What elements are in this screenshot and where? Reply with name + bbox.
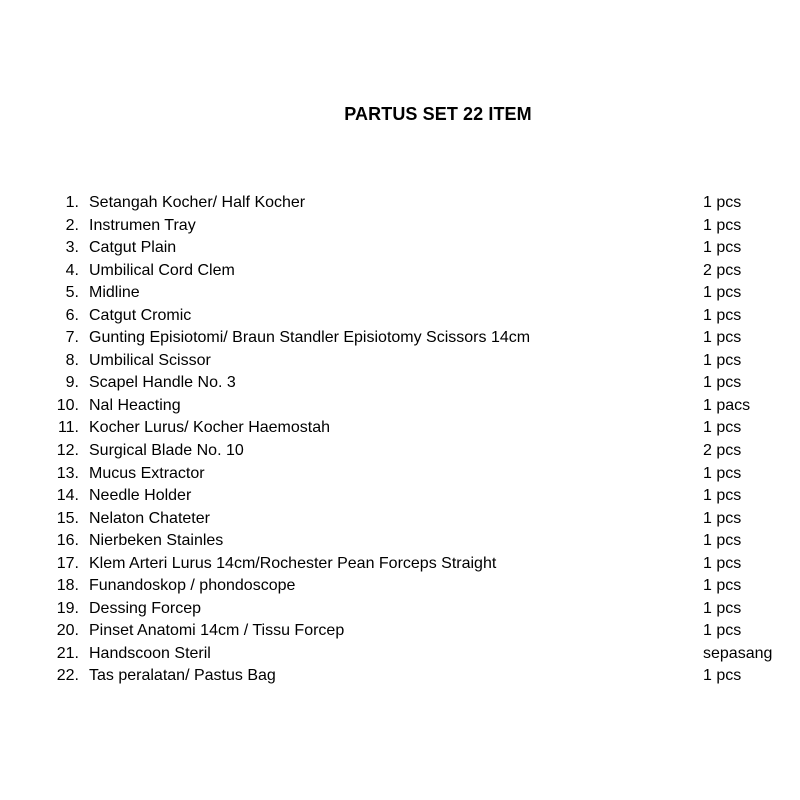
item-number: 9. [65, 374, 79, 392]
item-name: Mucus Extractor [89, 464, 205, 482]
item-number: 5. [65, 284, 79, 302]
item-number: 2. [65, 216, 79, 234]
item-quantity: 1 pcs [703, 419, 742, 437]
item-number: 22. [56, 667, 79, 685]
item-quantity: 2 pcs [703, 261, 742, 279]
list-item [0, 643, 800, 666]
item-name: Setangah Kocher/ Half Kocher [89, 194, 306, 211]
item-name: Catgut Plain [89, 239, 177, 257]
list-item [0, 485, 800, 508]
item-quantity: 1 pcs [703, 532, 742, 550]
item-number: 11. [57, 419, 79, 437]
item-number: 1. [65, 194, 79, 211]
item-quantity: 1 pcs [703, 622, 742, 640]
item-number: 15. [56, 509, 79, 527]
item-quantity: 1 pcs [703, 306, 742, 324]
item-number: 13. [56, 464, 79, 482]
item-number: 10. [56, 396, 79, 414]
item-name: Kocher Lurus/ Kocher Haemostah [89, 419, 331, 437]
item-quantity: 1 pcs [703, 554, 742, 572]
item-quantity: 1 pcs [703, 487, 742, 505]
item-name: Pinset Anatomi 14cm / Tissu Forcep [89, 622, 345, 640]
list-item [0, 350, 800, 373]
item-number: 12. [56, 442, 79, 460]
list-item [0, 508, 800, 531]
list-item [0, 620, 800, 643]
list-item [0, 305, 800, 328]
list-item [0, 215, 800, 238]
item-name: Nierbeken Stainles [89, 532, 224, 550]
list-item [0, 395, 800, 418]
item-quantity: 1 pcs [703, 464, 742, 482]
item-number: 16. [56, 532, 79, 550]
document-title: PARTUS SET 22 ITEM [344, 104, 532, 124]
item-name: Umbilical Scissor [89, 351, 211, 369]
item-name: Nelaton Chateter [89, 509, 210, 527]
item-name: Handscoon Steril [89, 644, 211, 662]
item-name: Tas peralatan/ Pastus Bag [89, 667, 276, 685]
item-quantity: sepasang [703, 644, 773, 662]
list-item [0, 372, 800, 395]
item-name: Klem Arteri Lurus 14cm/Rochester Pean Forceps Straight [89, 554, 497, 572]
item-list [0, 192, 800, 688]
item-quantity: 1 pcs [703, 194, 742, 211]
item-name: Funandoskop / phondoscope [89, 577, 296, 595]
item-name: Instrumen Tray [89, 216, 196, 234]
item-number: 7. [65, 329, 79, 347]
item-quantity: 2 pcs [703, 442, 742, 460]
item-name: Scapel Handle No. 3 [89, 374, 236, 392]
item-name: Surgical Blade No. 10 [89, 442, 244, 460]
item-quantity: 1 pcs [703, 329, 742, 347]
item-quantity: 1 pcs [703, 577, 742, 595]
list-item [0, 553, 800, 576]
item-quantity: 1 pcs [703, 351, 742, 369]
item-quantity: 1 pcs [703, 509, 742, 527]
item-name: Nal Heacting [89, 396, 181, 414]
item-name: Needle Holder [89, 487, 192, 505]
list-item [0, 575, 800, 598]
list-item [0, 237, 800, 260]
item-quantity: 1 pcs [703, 284, 742, 302]
list-item [0, 440, 800, 463]
item-quantity: 1 pcs [703, 599, 742, 617]
item-number: 14. [56, 487, 79, 505]
item-number: 8. [65, 351, 79, 369]
list-item [0, 192, 800, 215]
list-item [0, 530, 800, 553]
list-item [0, 598, 800, 621]
item-quantity: 1 pcs [703, 667, 742, 685]
list-item [0, 260, 800, 283]
item-quantity: 1 pacs [703, 396, 751, 414]
list-item [0, 417, 800, 440]
item-number: 18. [56, 577, 79, 595]
item-number: 21. [56, 644, 79, 662]
item-name: Gunting Episiotomi/ Braun Standler Episiotomy Scissors 14cm [89, 329, 531, 347]
item-quantity: 1 pcs [703, 216, 742, 234]
item-name: Catgut Cromic [89, 306, 192, 324]
item-name: Midline [89, 284, 140, 302]
item-number: 19. [56, 599, 79, 617]
item-quantity: 1 pcs [703, 239, 742, 257]
item-number: 6. [65, 306, 79, 324]
list-item [0, 463, 800, 486]
item-name: Umbilical Cord Clem [89, 261, 235, 279]
list-item [0, 282, 800, 305]
item-number: 4. [65, 261, 79, 279]
list-item [0, 327, 800, 350]
item-number: 3. [65, 239, 79, 257]
item-number: 20. [56, 622, 79, 640]
list-item [0, 665, 800, 688]
item-name: Dessing Forcep [89, 599, 202, 617]
item-number: 17. [56, 554, 79, 572]
item-quantity: 1 pcs [703, 374, 742, 392]
